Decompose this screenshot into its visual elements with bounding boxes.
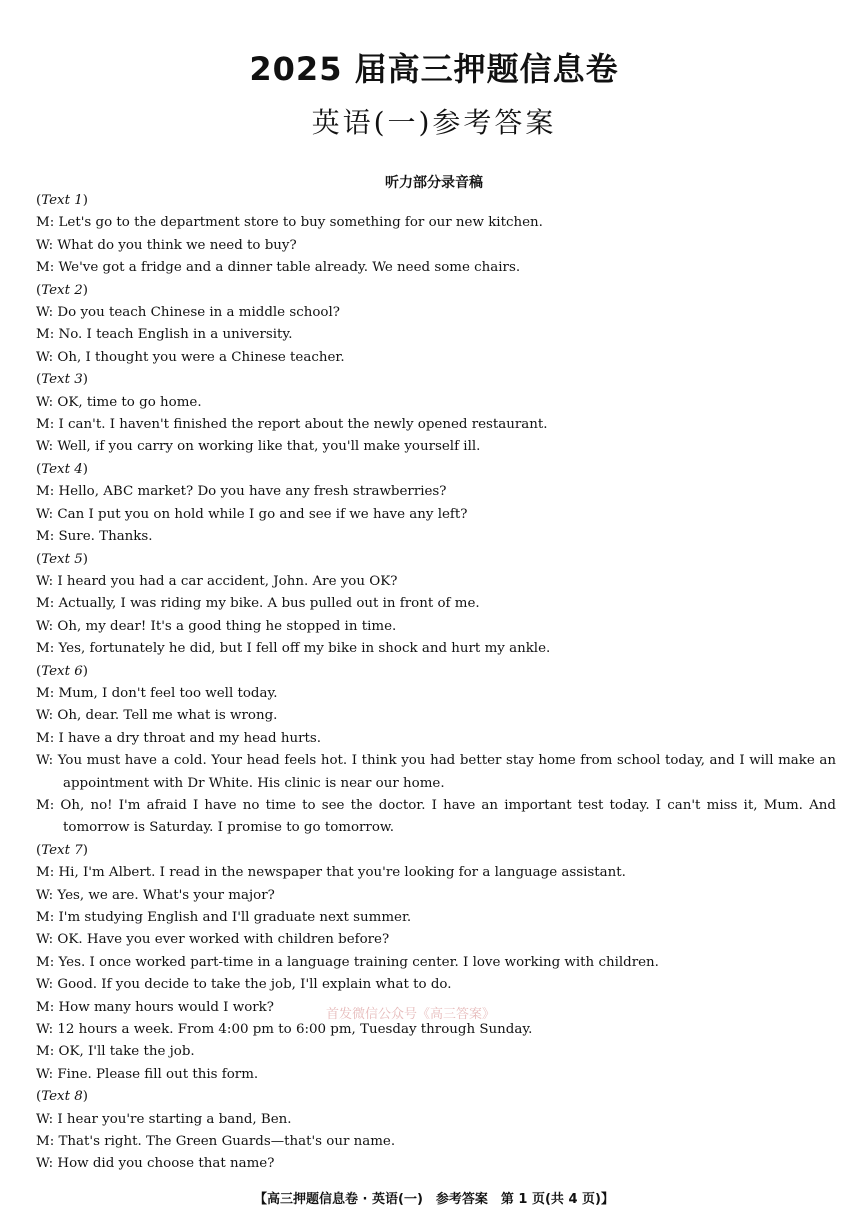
speaker-label: M (36, 529, 50, 545)
text-heading: (Text 4) (36, 461, 88, 477)
speaker-label: M (36, 1134, 50, 1150)
dialogue-line: M: Yes. I once worked part-time in a language training center. I love working with children. (36, 954, 659, 970)
dialogue-line: W: I heard you had a car accident, John. Are you OK? (36, 573, 398, 589)
dialogue-text: Oh, dear. Tell me what is wrong. (57, 708, 278, 724)
dialogue-line: W: Yes, we are. What's your major? (36, 887, 275, 903)
speaker-label: M (36, 1044, 50, 1060)
speaker-label: W (36, 573, 49, 589)
dialogue-line: M: Mum, I don't feel too well today. (36, 685, 278, 701)
dialogue-line: W: You must have a cold. Your head feels hot. I think you had better stay home from school today, and I will make an appointment with Dr White. His clinic is near our home. (36, 753, 836, 791)
speaker-label: M (36, 730, 50, 746)
speaker-label: W (36, 708, 49, 724)
speaker-label: M (36, 999, 50, 1015)
text-heading: (Text 5) (36, 551, 88, 567)
dialogue-text: Sure. Thanks. (58, 529, 153, 545)
text-label: Text 3 (41, 372, 83, 388)
speaker-label: W (36, 394, 49, 410)
dialogue-text: Oh, I thought you were a Chinese teacher. (57, 349, 345, 365)
text-label: Text 4 (41, 461, 83, 477)
dialogue-text: Yes. I once worked part-time in a language training center. I love working with children. (58, 954, 659, 970)
dialogue-line: W: Oh, I thought you were a Chinese teacher. (36, 349, 345, 365)
speaker-label: W (36, 977, 49, 993)
speaker-label: W (36, 932, 49, 948)
dialogue-text: Mum, I don't feel too well today. (58, 685, 278, 701)
page-footer: 【高三押题信息卷 · 英语(一) 参考答案 第 1 页(共 4 页)】 (254, 1192, 614, 1207)
dialogue-line: W: Oh, my dear! It's a good thing he stopped in time. (36, 618, 397, 634)
dialogue-line: W: How did you choose that name? (36, 1156, 275, 1172)
dialogue-text: Can I put you on hold while I go and see if we have any left? (57, 506, 468, 522)
dialogue-text: Oh, no! I'm afraid I have no time to see the doctor. I have an important test today. I can't miss it, Mum. And tomorrow is Saturday. I promise to go tomorrow. (60, 797, 836, 836)
dialogue-text: How did you choose that name? (57, 1156, 275, 1172)
dialogue-text: Well, if you carry on working like that, you'll make yourself ill. (57, 439, 481, 455)
speaker-label: W (36, 506, 49, 522)
dialogue-line: M: OK, I'll take the job. (36, 1044, 195, 1060)
dialogue-text: I have a dry throat and my head hurts. (58, 730, 321, 746)
speaker-label: M (36, 797, 50, 813)
speaker-label: W (36, 349, 49, 365)
dialogue-line: M: Hello, ABC market? Do you have any fresh strawberries? (36, 484, 447, 500)
text-label: Text 2 (41, 282, 83, 298)
dialogue-text: What do you think we need to buy? (57, 237, 297, 253)
dialogue-text: How many hours would I work? (58, 999, 274, 1015)
dialogue-line: W: 12 hours a week. From 4:00 pm to 6:00 pm, Tuesday through Sunday. (36, 1022, 533, 1038)
dialogue-line: M: That's right. The Green Guards—that's our name. (36, 1134, 396, 1150)
speaker-label: M (36, 954, 50, 970)
text-heading: (Text 7) (36, 842, 88, 858)
dialogue-text: Hi, I'm Albert. I read in the newspaper that you're looking for a language assistant. (58, 865, 626, 881)
speaker-label: M (36, 327, 50, 343)
dialogue-text: I hear you're starting a band, Ben. (57, 1111, 292, 1127)
speaker-label: W (36, 1111, 49, 1127)
dialogue-line: M: I can't. I haven't finished the report about the newly opened restaurant. (36, 417, 548, 433)
dialogue-line: W: I hear you're starting a band, Ben. (36, 1111, 292, 1127)
dialogue-line: M: Yes, fortunately he did, but I fell off my bike in shock and hurt my ankle. (36, 641, 551, 657)
dialogue-text: I'm studying English and I'll graduate next summer. (58, 910, 412, 925)
speaker-label: W (36, 237, 49, 253)
dialogue-text: OK, I'll take the job. (58, 1044, 195, 1060)
dialogue-line: W: What do you think we need to buy? (36, 237, 297, 253)
dialogue-text: OK. Have you ever worked with children before? (57, 932, 390, 948)
speaker-label: W (36, 439, 49, 455)
dialogue-text: Yes, we are. What's your major? (57, 887, 275, 903)
speaker-label: M (36, 260, 50, 276)
dialogue-line: M: I have a dry throat and my head hurts. (36, 730, 321, 746)
dialogue-text: Hello, ABC market? Do you have any fresh strawberries? (58, 484, 447, 500)
text-heading: (Text 6) (36, 663, 88, 679)
speaker-label: M (36, 865, 50, 881)
speaker-label: M (36, 484, 50, 500)
dialogue-text: Yes, fortunately he did, but I fell off my bike in shock and hurt my ankle. (58, 641, 551, 657)
speaker-label: W (36, 753, 49, 769)
dialogue-line: W: Do you teach Chinese in a middle school? (36, 305, 340, 321)
listening-transcript (36, 190, 836, 1176)
speaker-label: M (36, 215, 50, 231)
dialogue-line: M: No. I teach English in a university. (36, 327, 293, 343)
dialogue-text: Oh, my dear! It's a good thing he stopped in time. (57, 618, 397, 634)
dialogue-text: We've got a fridge and a dinner table already. We need some chairs. (58, 260, 521, 276)
dialogue-line: W: OK, time to go home. (36, 394, 202, 410)
dialogue-line: W: Can I put you on hold while I go and see if we have any left? (36, 506, 468, 522)
dialogue-text: No. I teach English in a university. (58, 327, 293, 343)
text-heading: (Text 3) (36, 372, 88, 388)
speaker-label: M (36, 685, 50, 701)
text-label: Text 6 (41, 663, 83, 679)
dialogue-text: 12 hours a week. From 4:00 pm to 6:00 pm, Tuesday through Sunday. (57, 1022, 533, 1038)
dialogue-text: Do you teach Chinese in a middle school? (57, 305, 340, 321)
dialogue-line: M: Sure. Thanks. (36, 529, 153, 545)
dialogue-line: M: How many hours would I work? (36, 999, 274, 1015)
speaker-label: W (36, 1066, 49, 1082)
dialogue-line: M: I'm studying English and I'll graduate next summer. (36, 910, 412, 925)
text-label: Text 7 (41, 842, 83, 858)
dialogue-text: I heard you had a car accident, John. Are you OK? (57, 573, 398, 589)
section-title: 听力部分录音稿 (385, 175, 483, 191)
speaker-label: W (36, 305, 49, 321)
text-heading: (Text 2) (36, 282, 88, 298)
dialogue-text: Let's go to the department store to buy something for our new kitchen. (58, 215, 543, 231)
dialogue-text: Fine. Please fill out this form. (57, 1066, 259, 1082)
dialogue-line: M: Oh, no! I'm afraid I have no time to see the doctor. I have an important test today. I can't miss it, Mum. And tomorrow is Saturday. I promise to go tomorrow. (36, 797, 836, 836)
dialogue-line: W: Fine. Please fill out this form. (36, 1066, 259, 1082)
dialogue-line: W: Oh, dear. Tell me what is wrong. (36, 708, 278, 724)
speaker-label: W (36, 1022, 49, 1038)
dialogue-text: I can't. I haven't finished the report about the newly opened restaurant. (58, 417, 548, 433)
dialogue-line: M: We've got a fridge and a dinner table already. We need some chairs. (36, 260, 521, 276)
speaker-label: W (36, 618, 49, 634)
speaker-label: M (36, 910, 50, 925)
speaker-label: M (36, 596, 50, 612)
dialogue-line: M: Actually, I was riding my bike. A bus pulled out in front of me. (36, 596, 480, 612)
text-label: Text 8 (41, 1089, 83, 1105)
dialogue-line: M: Hi, I'm Albert. I read in the newspaper that you're looking for a language assistant. (36, 865, 626, 881)
dialogue-text: Actually, I was riding my bike. A bus pulled out in front of me. (58, 596, 480, 612)
speaker-label: W (36, 1156, 49, 1172)
text-label: Text 5 (41, 551, 83, 567)
dialogue-text: OK, time to go home. (57, 394, 202, 410)
dialogue-line: M: Let's go to the department store to buy something for our new kitchen. (36, 215, 543, 231)
dialogue-text: That's right. The Green Guards—that's our name. (58, 1134, 396, 1150)
dialogue-line: W: Good. If you decide to take the job, I'll explain what to do. (36, 977, 452, 993)
watermark: 首发微信公众号《高三答案》 (326, 1007, 496, 1022)
speaker-label: W (36, 887, 49, 903)
text-label: Text 1 (41, 193, 83, 208)
speaker-label: M (36, 417, 50, 433)
page-subtitle: 英语(一)参考答案 (311, 106, 557, 139)
speaker-label: M (36, 641, 50, 657)
dialogue-text: Good. If you decide to take the job, I'll explain what to do. (57, 977, 452, 993)
dialogue-line: W: OK. Have you ever worked with children before? (36, 932, 390, 948)
text-heading: (Text 8) (36, 1089, 88, 1105)
text-heading: (Text 1) (36, 193, 88, 208)
dialogue-text: You must have a cold. Your head feels hot. I think you had better stay home from school today, and I will make an appointment with Dr White. His clinic is near our home. (57, 753, 836, 791)
dialogue-line: W: Well, if you carry on working like that, you'll make yourself ill. (36, 439, 481, 455)
page-title: 2025 届高三押题信息卷 (249, 50, 619, 88)
